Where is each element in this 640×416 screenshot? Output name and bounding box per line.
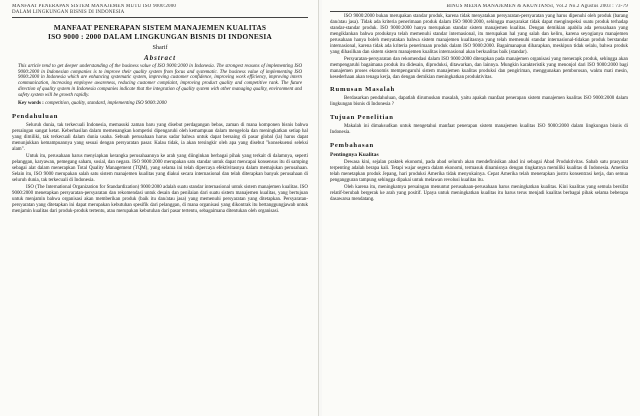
author-name: Sharif [152,44,168,51]
body-paragraph: Untuk itu, perusahaan harus menyiapkan kerangka perusahaannya ke arah yang diinginkan berbagai pihak yang terkait di dalamnya, seperti pelanggan, karyawan, pemegang saham, sosial, dan negara. ISO 9000:2000 merupakan satu standar untuk dapat mencapai konsensus itu di samping sebagai alat dalam menerapkan Total Quality Management (TQM), yang selama ini telah dipercaya efektivitasnya dalam memajukan perusahaan. Selain itu, ISO 9000 merupakan salah satu sistem manajemen kualitas yang diakui secara internasional dan telah diterapkan banyak perusahaan di seluruh dunia, tak terkecuali di Indonesia. [12,153,308,183]
right-page [322,0,640,416]
body-paragraph: Makalah ini dimaksudkan untuk mengetahui manfaat penerapan sistem manajemen kualitas ISO 9000:2000 dalam lingkungan bisnis di Indonesia. [330,124,628,136]
body-paragraph: ISO (The International Organization for Standardization) 9000:2000 adalah suatu standar internasional untuk sistem manajemen kualitas. ISO 9000:2000 menetapkan persyaratan-persyaratan dan rekomendasi untuk desain dan penilaian dari suatu sistem manajemen kualitas, yang bertujuan untuk menjamin bahwa organisasi akan memberikan produk (baik itu dan/atau jasa) yang memenuhi persyaratan yang ditetapkan. Persyaratan-persyaratan yang ditetapkan ini dapat merupakan kebutuhan spesifik dari pelanggan, di mana organisasi yang dikontrak itu bertanggungjawab untuk menjamin kualitas dari produk-produk tertentu, atau merupakan kebutuhan dari pasar tertentu, sebagaimana ditentukan oleh organisasi. [12,184,308,214]
subheading-pentingnya-kualitas: Pentingnya Kualitas [330,152,379,159]
body-paragraph: Dewasa kini, sejalan praktek ekonomi, pada abad seluruh akan mendefinisikan abad ini sebagai Abad Produktivitas. Sabab satu prasyarat terpenting adalah berapa kali. Tetapi wajar segera dalam ekonomi, termasuk dinamisnya dengan tingkatnya memiliki kualitas di Indonesia. Amerika telah menetapkan produk Jepang, hari produksi Amerika tidak menyukainya. Cepat Amerika telah menerapkan justru konsentrasi kerja, dan semua pengangguran tampung sehingga dipakai untuk melawan revolusi kualitas itu. [330,160,628,184]
article-title-line-1: MANFAAT PENERAPAN SISTEM MANAJEMEN KUALITAS [53,23,267,32]
body-paragraph: Seluruh dunia, tak terkecuali Indonesia, memasuki zaman baru yang disebut perdagangan bebas, zaman di mana komponen bisnis bahwa persaingan sangat ketat. Keberhasilan dalam memenangkan kompetisi dipengaruhi oleh kemampuan dalam mengelola dan meningkatkan setiap hal yang dimiliki, tak terkecuali dalam dunia usaha. Sebuah perusahaan harus sadar bahwa untuk dapat bersaing di pasar global (ia) harus dapat menunjukkan kemampuannya yang sesuai dengan persyaratan pasar. Kalau tidak, ia akan tersingkir oleh apa yang disebut "konsekuensi seleksi alam". [12,123,308,153]
right-running-head [330,4,628,10]
left-running-head [12,4,308,16]
keywords [18,101,302,107]
left-page [0,0,319,416]
right-running-head-line: BINUS MEDIA MANAJEMEN & AKUNTANSI, Vol.2 No.2 Agustus 2003 : 73-79 [446,4,628,9]
section-heading-tujuan-penelitian: Tujuan Penelitian [330,114,394,122]
section-heading-rumusan-masalah: Rumusan Masalah [330,86,395,94]
left-running-head-line-2: DALAM LINGKUNGAN BISNIS DI INDONESIA [12,10,125,15]
left-running-head-line-1: MANFAAT PENERAPAN SISTEM MANAJEMEN MUTU ISO 9000:2000 [12,4,177,9]
body-paragraph: Berdasarkan pendahuluan, dapatlah dirumuskan masalah, yaitu apakah manfaat penerapan sistem manajemen kualitas ISO 9000:2000 dalam lingkungan bisnis di Indonesia ? [330,96,628,108]
section-heading-pembahasan: Pembahasan [330,142,374,150]
keywords-text: competition, quality, standard, implementing ISO 9000:2000 [45,101,167,107]
article-title-line-2: ISO 9000 : 2000 DALAM LINGKUNGAN BISNIS DI INDONESIA [48,32,272,41]
article-title [12,23,308,41]
body-paragraph: ISO 9000:2000 bukan merupakan standar produk, karena tidak menyatakan persyaratan-persyaratan yang harus dipenuhi oleh produk (barang dan/atau jasa). Tidak ada kriteria penerimaan produk dalam ISO 9000:2000, sehingga masyarakat tidak dapat menginspeksi suatu produk terhadap standar-standar produk. ISO 9000:2000 hanya merupakan standar sistem manajemen kualitas. Dengan demikian apabila ada perusahaan yang mengiklankan bahwa produknya telah memenuhi standar internasional, itu merupakan hal yang salah dan keliru, karena seyogianya manajemen perusahaan hanya boleh menyatakan bahwa sistem manajemen kualitasnya yang telah memenuhi standar internasional-tidakan produk berstandar internasional, karena tidak ada kriteria penerimaan produk dalam ISO 9000:2000. Bagaimanapun diharapkan, meskipun tidak selalu, bahwa produk yang dihasilkan dan sistem sistem manajemen kualitas internasional akan berkualitas baik (standar). [330,14,628,55]
body-paragraph: Persyaratan-persyaratan dan rekomendasi dalam ISO 9000:2000 diterapkan pada manajemen organisasi yang menerapk produk, sehingga akan mempengaruhi bagaimana produk itu didesain, diproduksi, ditawarkan, dan lainnya. Mungkin karakteristik yang menonjol dari ISO 9000:2000 bagi manajemen proses ekonomis mempengaruhi sistem manajemen kualitas produksi dan pengiriman, menggunakan pemborosan, waktu mati mesin, kesederhaan akan tenaga kerja, dan dengan demikian meningkatkan produktivitas. [330,56,628,80]
keywords-label: Key words : [18,101,44,107]
header-rule [12,17,308,18]
abstract-text: This article tend to get deeper understanding of the business value of ISO 9000:2000 in Indonesia. The strongest reasons of implementing ISO 9000:2000 in Indonesian companies is to improve their quality system from focus and systematic. The business value of implementing ISO 9000:2000 in Indonesia which are enhancing systematic system, improving customer confidence, improving work efficiency, improving intern communication, increasing employee awareness, reducing customer complaint, improving product quality and competitive rank. The future direction of quality system in Indonesia companies indicate that the integration of quality system with other managing quality, environment and safety system will be growth rapidly. [18,64,302,98]
body-paragraph: Oleh karena itu, meningkatnya persaingan menuntut perusahaan-perusahaan harus meningkatkan kualitas. Kini kualitas yang semula bersifat relatif-berubah bergerak ke arah yang positif. Upaya untuk meningkatkan kualitas itu harus terus menjadi kualitas berbagai pihak selama beberapa dasawarsa mendatang. [330,185,628,203]
header-rule [330,11,628,12]
section-heading-pendahuluan: Pendahuluan [12,113,59,121]
abstract-heading: Abstract [143,54,177,62]
